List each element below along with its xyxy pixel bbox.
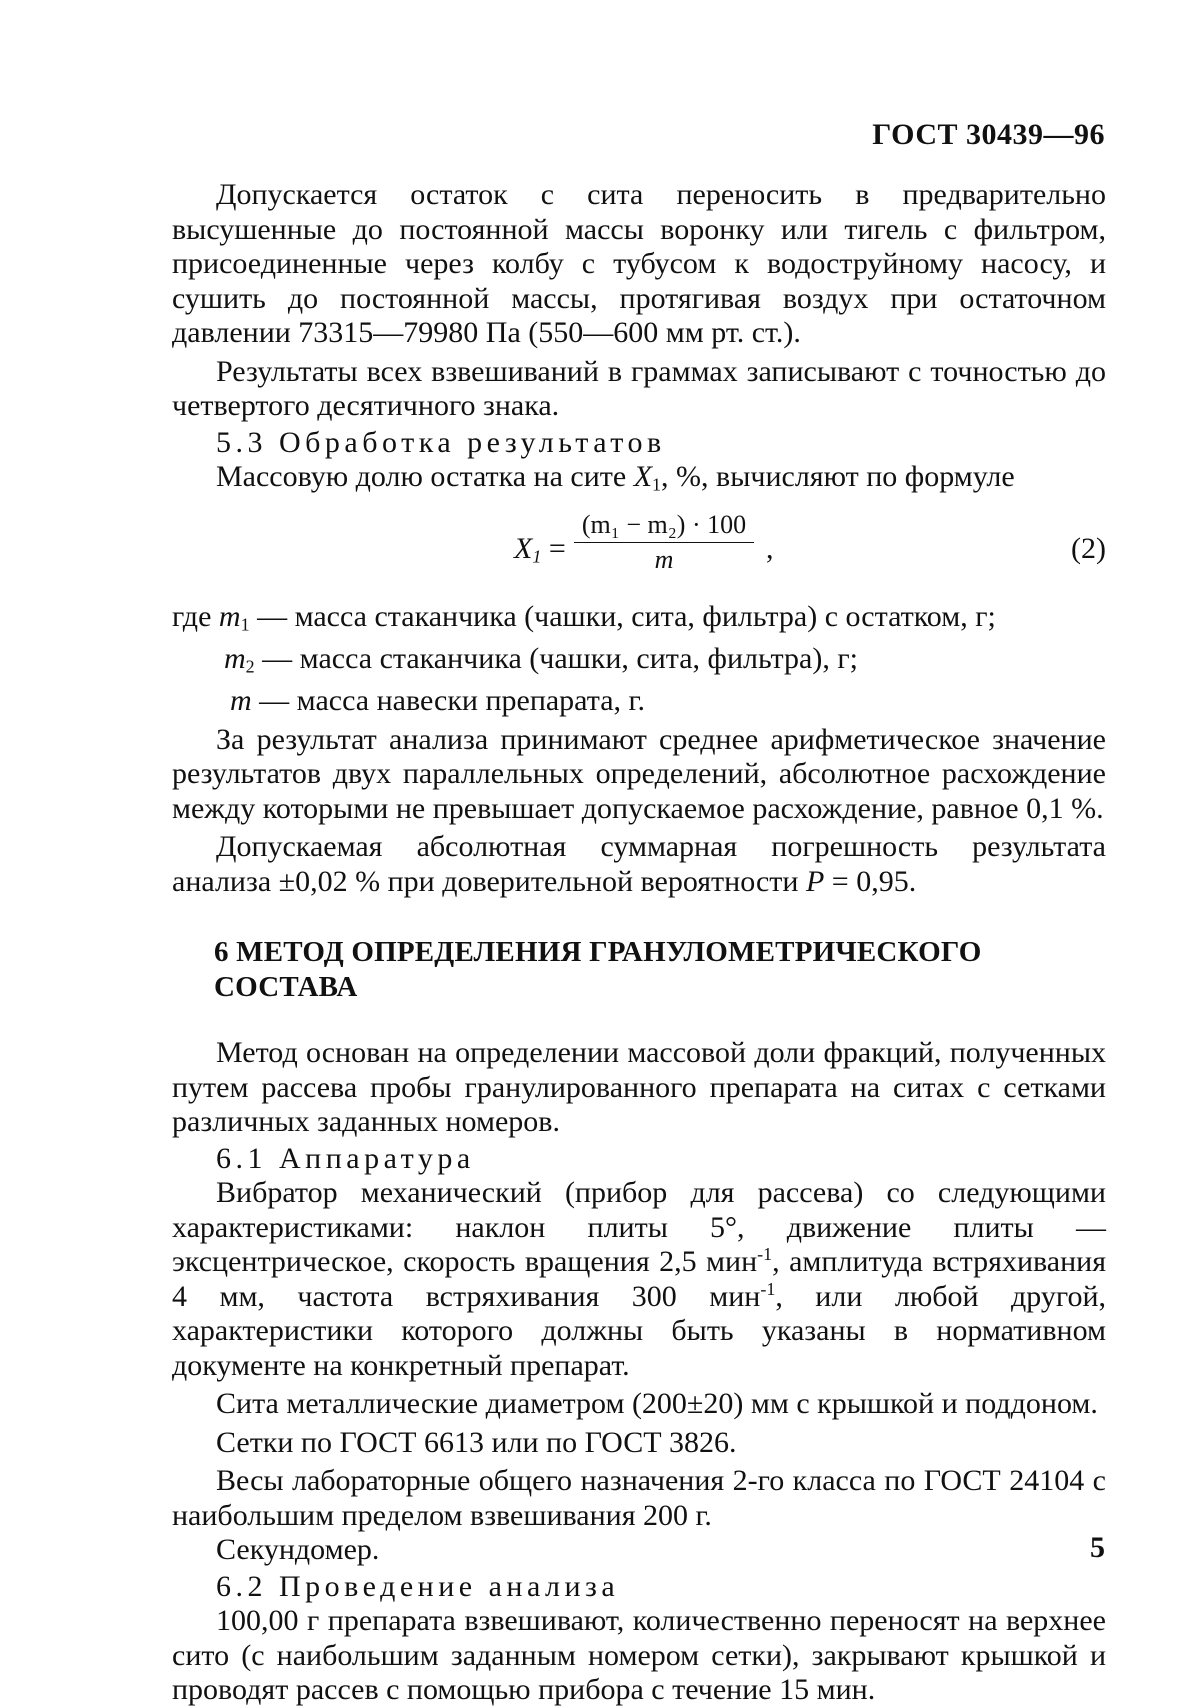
subsection-5-3-heading: 5.3 Обработка результатов: [216, 425, 666, 459]
paragraph-vibrator: Вибратор механический (прибор для рассева) со следующими характеристиками: наклон плиты 5°, движение плиты — эксцентрическое, скорость вращения 2,5 мин$^{-1}$, амплитуда встряхивания 4 мм, частота встряхивания 300 мин$^{-1}$, или любой другой, характеристики которого должны быть указаны в нормативном документе на конкретный препарат.: [172, 1176, 1106, 1382]
legend-line-m: m — масса навески препарата, г.: [230, 684, 645, 717]
paragraph-weighing-accuracy: Результаты всех взвешиваний в граммах записывают с точностью до четвертого десятичного знака.: [172, 354, 1106, 422]
subsection-6-2-heading: 6.2 Проведение анализа: [216, 1569, 620, 1603]
fraction-bar: [574, 542, 754, 543]
variable-legend: [172, 600, 1106, 719]
section-6-heading: 6 МЕТОД ОПРЕДЕЛЕНИЯ ГРАНУЛОМЕТРИЧЕСКОГО СОСТАВА: [214, 936, 982, 1003]
paragraph-analysis-procedure: 100,00 г препарата взвешивают, количественно переносят на верхнее сито (с наибольшим заданным номером сетки), закрывают крышкой и проводят рассев с помощью прибора с течение 15 мин.: [172, 1604, 1106, 1706]
paragraph-stopwatch: Секундомер.: [216, 1533, 380, 1566]
formula-number: (2): [1071, 532, 1106, 565]
formula-numerator: (m₁ − m₂) · 100: [581, 510, 747, 539]
formula-lhs: $X_1$ =: [514, 532, 566, 567]
document-body: [172, 178, 1106, 1708]
paragraph-method-basis: Метод основан на определении массовой доли фракций, полученных путем рассева пробы гранулированного препарата на ситах с сетками различных заданных номеров.: [172, 1036, 1106, 1138]
formula-2: [172, 504, 1106, 596]
legend-line-m2: $m_2$ — масса стаканчика (чашки, сита, фильтра), г;: [224, 642, 858, 677]
formula-denominator: m: [654, 545, 674, 574]
subsection-6-1-heading: 6.1 Аппаратура: [216, 1141, 475, 1175]
document-code-header: ГОСТ 30439—96: [872, 118, 1105, 151]
page-number: 5: [1090, 1531, 1105, 1564]
formula-trailer: ,: [766, 532, 774, 565]
paragraph-formula-intro: Массовую долю остатка на сите $X_1$, %, вычисляют по формуле: [216, 460, 1015, 495]
legend-line-m1: где $m_1$ — масса стаканчика (чашки, сита, фильтра) с остатком, г;: [172, 600, 996, 635]
paragraph-residue-transfer: Допускается остаток с сита переносить в предварительно высушенные до постоянной массы воронку или тигель с фильтром, присоединенные через колбу с тубусом к водоструйному насосу, и сушить до постоянной массы, протягивая воздух при остаточном давлении 73315—79980 Па (550—600 мм рт. ст.).: [172, 178, 1106, 349]
paragraph-meshes: Сетки по ГОСТ 6613 или по ГОСТ 3826.: [216, 1425, 737, 1459]
paragraph-error-margin: Допускаемая абсолютная суммарная погрешность результата анализа ±0,02 % при доверительной вероятности P = 0,95.: [172, 830, 1106, 898]
formula-fraction: [564, 510, 764, 575]
paragraph-result-acceptance: За результат анализа принимают среднее арифметическое значение результатов двух параллельных определений, абсолютное расхождение между которыми не превышает допускаемое расхождение, равное 0,1 %.: [172, 722, 1106, 825]
paragraph-sieves: Сита металлические диаметром (200±20) мм с крышкой и поддоном.: [216, 1387, 1098, 1420]
paragraph-scales: Весы лабораторные общего назначения 2-го класса по ГОСТ 24104 с наибольшим пределом взвешивания 200 г.: [172, 1464, 1106, 1532]
